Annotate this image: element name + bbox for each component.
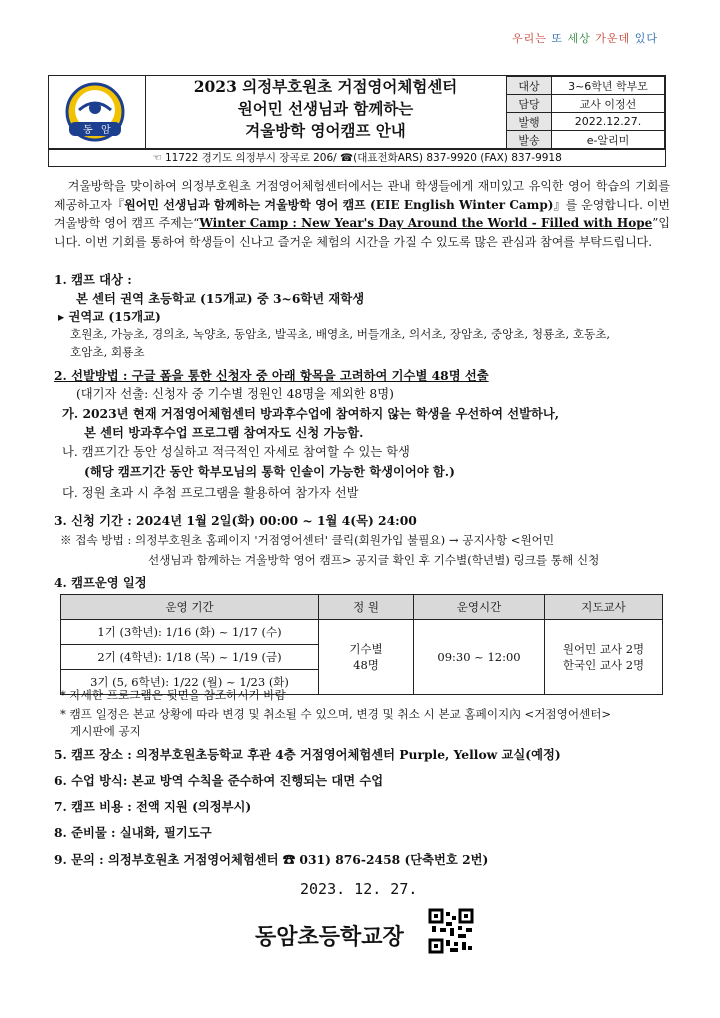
meta-value: e-알리미 [552,131,665,149]
qr-code-icon[interactable] [428,908,474,954]
section-2-a2: 본 센터 방과후수업 프로그램 참여자도 신청 가능함. [84,425,364,440]
principal-signature: 동암초등학교장 [255,925,404,950]
meta-key: 발행 [507,113,552,131]
section-1-sub: ▸ 권역교 (15개교) [58,309,161,324]
section-9: 9. 문의 : 의정부호원초 거점영어체험센터 ☎ 031) 876-2458 (단축번호 2번) [54,852,489,867]
meta-value: 2022.12.27. [552,113,665,131]
slogan-word-2: 또 [551,32,564,45]
section-8: 8. 준비물 : 실내화, 필기도구 [54,825,212,840]
slogan-word-3: 세상 [567,32,591,45]
section-3-title: 3. 신청 기간 : 2024년 1월 2일(화) 00:00 ~ 1월 4(목) 24:00 [54,513,417,528]
intro-text-2: 』를 운영합니다. 이번 겨울방학 영어 캠프 주제는“ [54,197,670,230]
section-1-target: 본 센터 권역 초등학교 (15개교) 중 3~6학년 재학생 [76,291,365,306]
section-2-c1: 다. 정원 초과 시 추첨 프로그램을 활용하여 참가자 선발 [62,486,359,500]
section-2-a1: 가. 2023년 현재 거점영어체험센터 방과후수업에 참여하지 않는 학생을 우선하여 선발하나, [62,406,560,421]
header-box [48,75,666,149]
intro-paragraph [54,177,670,251]
meta-value: 3~6학년 학부모 [552,77,665,95]
slogan-word-5: 있다 [634,32,658,45]
section-1-schools-1: 호원초, 가능초, 경의초, 녹양초, 동암초, 발곡초, 배영초, 버들개초, 의서초, 장암초, 중앙초, 청룡초, 호동초, [70,327,611,341]
section-2-b1: 나. 캠프기간 동안 성실하고 적극적인 자세로 참여할 수 있는 학생 [62,445,410,459]
schedule-header: 운영시간 [414,595,545,620]
meta-value: 교사 이정선 [552,95,665,113]
section-4-note-1: * 자세한 프로그램은 뒷면을 참조하시기 바람 [60,688,286,702]
meta-key: 대상 [507,77,552,95]
section-6: 6. 수업 방식: 본교 방역 수칙을 준수하여 진행되는 대면 수업 [54,773,384,788]
section-2-title: 2. 선발방법 : 구글 폼을 통한 신청자 중 아래 항목을 고려하여 기수별 48명 선출 [54,368,489,383]
section-2-note: (대기자 선출: 신청자 중 기수별 정원인 48명을 제외한 8명) [76,387,394,401]
schedule-period: 2기 (4학년): 1/18 (목) ~ 1/19 (금) [61,645,319,670]
capacity-line-2: 48명 [353,658,379,672]
section-4-note-3: 게시판에 공지 [70,724,141,738]
meta-key: 담당 [507,95,552,113]
section-1-title: 1. 캠프 대상 : [54,272,132,287]
schedule-period: 1기 (3학년): 1/16 (화) ~ 1/17 (수) [61,620,319,645]
schedule-period: 3기 (5, 6학년): 1/22 (월) ~ 1/23 (화) [61,670,319,695]
schedule-header: 지도교사 [545,595,663,620]
slogan-word-1: 우리는 [512,32,547,45]
teacher-line-2: 한국인 교사 2명 [562,658,645,672]
address-line: ☜ 11722 경기도 의정부시 장곡로 206/ ☎(대표전화ARS) 837-9920 (FAX) 837-9918 [48,149,666,167]
intro-text-3: ”입니다. 이번 기회를 통하여 학생들이 신나고 즐거운 체험의 시간을 가질 수 있도록 많은 관심과 참여를 부탁드립니다. [54,216,670,249]
title-line-3: 겨울방학 영어캠프 안내 [245,121,406,140]
logo-cell [49,76,146,148]
logo-text-right: 암 [101,125,111,136]
capacity-line-1: 기수별 [349,642,383,656]
issue-date: 2023. 12. 27. [300,880,418,898]
title-line-2: 원어민 선생님과 함께하는 [237,99,414,118]
section-5: 5. 캠프 장소 : 의정부호원초등학교 후관 4층 거점영어체험센터 Purple, Yellow 교실(예정) [54,747,561,762]
logo-text-left: 동 [83,125,93,136]
schedule-teachers [545,620,663,695]
schedule-table [60,594,663,695]
title-line-1: 2023 의정부호원초 거점영어체험센터 [193,77,458,96]
section-4-note-2: * 캠프 일정은 본교 상황에 따라 변경 및 취소될 수 있으며, 변경 및 취소 시 본교 홈페이지內 <거점영어센터> [60,707,612,721]
section-3-note-1: ※ 접속 방법 : 의정부호원초 홈페이지 '거점영어센터' 클릭(회원가입 불필요) → 공지사항 <원어민 [60,533,555,547]
section-1-schools-2: 호암초, 회룡초 [70,345,145,359]
schedule-header: 운영 기간 [61,595,319,620]
schedule-header: 정 원 [319,595,414,620]
intro-camp-name: 원어민 선생님과 함께하는 겨울방학 영어 캠프 (EIE English Winter Camp) [124,197,554,212]
title-block [145,76,506,148]
school-slogan [512,30,658,46]
intro-theme: Winter Camp : New Year's Day Around the World - Filled with Hope [199,216,653,230]
teacher-line-1: 원어민 교사 2명 [562,642,645,656]
school-logo-icon [49,76,145,148]
schedule-time: 09:30 ~ 12:00 [414,620,545,695]
section-4-title: 4. 캠프운영 일정 [54,575,147,590]
meta-key: 발송 [507,131,552,149]
schedule-capacity [319,620,414,695]
intro-text-1: 겨울방학을 맞이하여 의정부호원초 거점영어체험센터에서는 관내 학생들에게 재미있고 유익한 영어 학습의 기회를 제공하고자『 [54,179,670,212]
section-2-b2: (해당 캠프기간 동안 학부모님의 통학 인솔이 가능한 학생이어야 함.) [84,464,455,479]
section-3-note-2: 선생님과 함께하는 겨울방학 영어 캠프> 공지글 확인 후 기수별(학년별) 링크를 통해 신청 [148,553,600,567]
meta-table [506,76,665,149]
section-7: 7. 캠프 비용 : 전액 지원 (의정부시) [54,799,252,814]
slogan-word-4: 가운데 [595,32,631,45]
